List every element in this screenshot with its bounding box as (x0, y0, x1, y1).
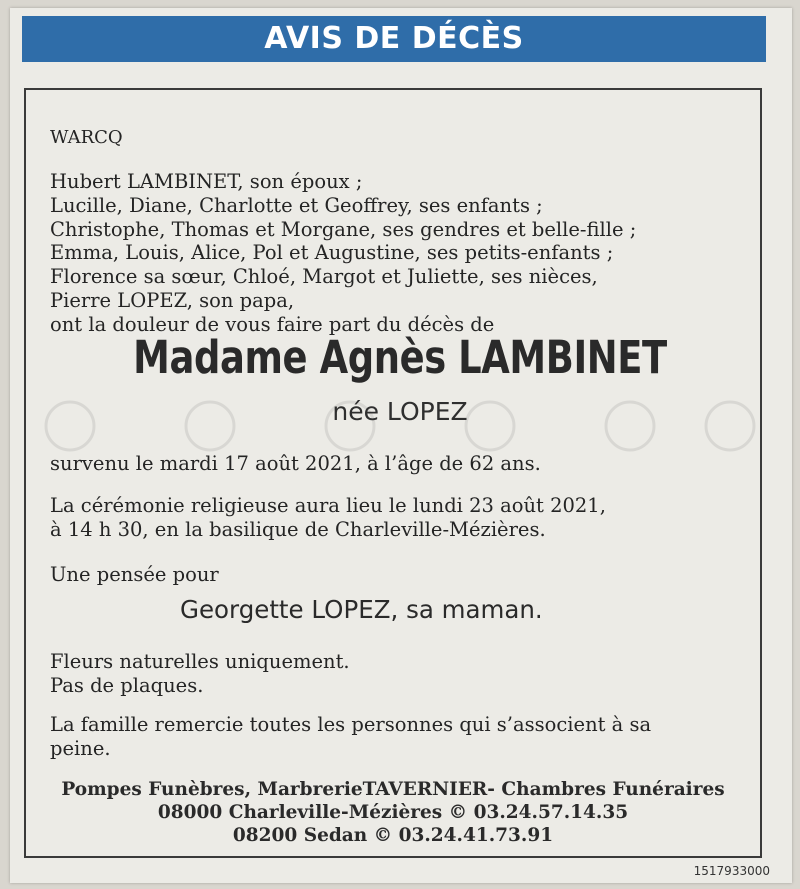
notice-banner-title: AVIS DE DÉCÈS (22, 16, 766, 62)
funeral-home-line: 08200 Sedan © 03.24.41.73.91 (232, 825, 554, 846)
family-line: Lucille, Diane, Charlotte et Geoffrey, ses enfants ; (50, 193, 543, 217)
death-info: survenu le mardi 17 août 2021, à l’âge de 62 ans. (50, 452, 541, 475)
flowers-note (50, 650, 350, 698)
family-list (50, 170, 636, 337)
family-line: ont la douleur de vous faire part du décès de (50, 312, 495, 336)
deceased-name: Madame Agnès LAMBINET (133, 331, 667, 384)
notice-place: WARCQ (50, 127, 123, 148)
ceremony-line: à 14 h 30, en la basilique de Charleville-Mézières. (50, 517, 546, 541)
maiden-name: née LOPEZ (332, 397, 468, 426)
family-line: Florence sa sœur, Chloé, Margot et Juliette, ses nièces, (50, 265, 598, 289)
ceremony-line: La cérémonie religieuse aura lieu le lundi 23 août 2021, (50, 494, 606, 517)
flowers-line: Fleurs naturelles uniquement. (50, 650, 350, 673)
thanks-line: peine. (50, 736, 111, 760)
family-line: Emma, Louis, Alice, Pol et Augustine, ses petits-enfants ; (50, 241, 614, 265)
reference-number: 1517933000 (693, 864, 770, 878)
thanks-line: La famille remercie toutes les personnes qui s’associent à sa (50, 713, 652, 736)
family-line: Christophe, Thomas et Morgane, ses gendres et belle-fille ; (50, 217, 637, 241)
funeral-home-info (24, 778, 762, 847)
thanks-note (50, 713, 651, 761)
ceremony-info (50, 494, 606, 542)
thought-intro: Une pensée pour (50, 563, 219, 586)
family-line: Hubert LAMBINET, son époux ; (50, 170, 363, 193)
funeral-home-line: Pompes Funèbres, MarbrerieTAVERNIER- Chambres Funéraires (61, 779, 725, 800)
family-line: Pierre LOPEZ, son papa, (50, 288, 295, 312)
thought-name: Georgette LOPEZ, sa maman. (180, 595, 543, 624)
flowers-line: Pas de plaques. (50, 673, 204, 697)
funeral-home-line: 08000 Charleville-Mézières © 03.24.57.14.35 (157, 802, 629, 823)
